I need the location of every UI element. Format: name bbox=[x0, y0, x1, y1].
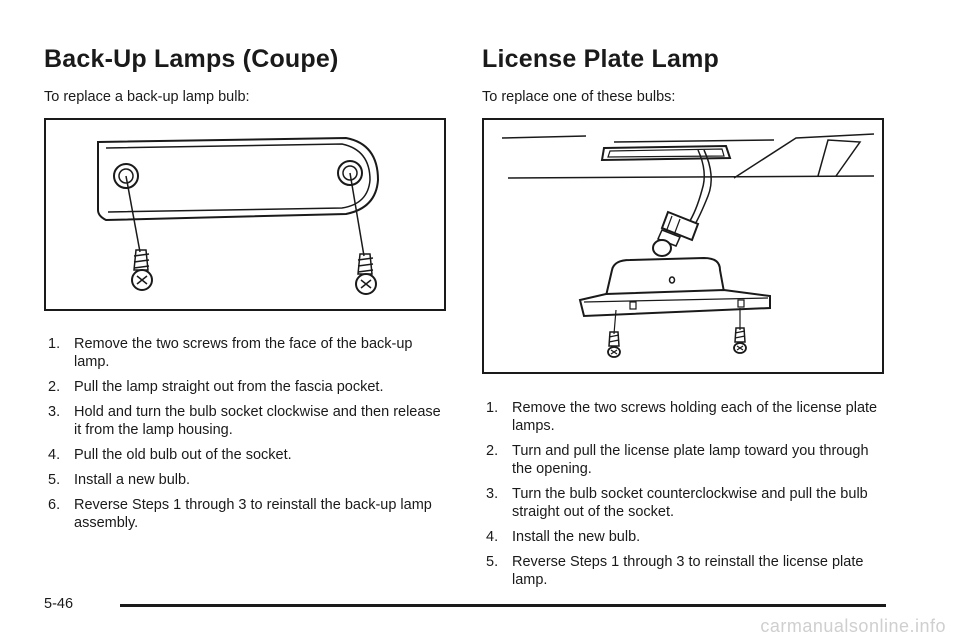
body-line bbox=[614, 140, 774, 142]
body-line bbox=[508, 176, 874, 178]
list-item: 4. Pull the old bulb out of the socket. bbox=[48, 447, 292, 463]
list-item: 5. Install a new bulb. bbox=[48, 472, 191, 488]
list-item: 3. Turn the bulb socket counterclockwise and pull the bulb straight out of the socket. bbox=[486, 486, 868, 520]
watermark: carmanualsonline.info bbox=[760, 616, 946, 636]
lamp-housing-inner bbox=[106, 144, 370, 212]
license-plate-lamp-intro: To replace one of these bulbs: bbox=[482, 89, 676, 105]
left-guide-line bbox=[126, 176, 140, 252]
backup-lamps-steps bbox=[44, 335, 446, 532]
backup-lamps-intro: To replace a back-up lamp bulb: bbox=[44, 89, 250, 105]
right-screw bbox=[356, 254, 376, 294]
list-item: 4. Install the new bulb. bbox=[486, 529, 641, 545]
footer-rule bbox=[120, 604, 886, 607]
backup-lamps-section bbox=[44, 42, 446, 539]
section-title-backup-lamps: Back-Up Lamps (Coupe) bbox=[44, 45, 339, 73]
license-plate-lamp-steps bbox=[482, 399, 884, 589]
backup-lamp-diagram bbox=[46, 120, 444, 309]
list-item: 6. Reverse Steps 1 through 3 to reinstall the back-up lamp assembly. bbox=[48, 497, 432, 531]
backup-lamp-illustration bbox=[44, 118, 446, 311]
right-screw bbox=[734, 328, 746, 353]
list-item: 1. Remove the two screws holding each of the license plate lamps. bbox=[486, 400, 878, 434]
body-line bbox=[502, 136, 586, 138]
wire bbox=[688, 150, 704, 224]
list-item: 3. Hold and turn the bulb socket clockwise and then release it from the lamp housing. bbox=[48, 404, 441, 438]
right-guide-line bbox=[350, 173, 364, 256]
lamp-opening bbox=[602, 146, 730, 160]
list-item: 5. Reverse Steps 1 through 3 to reinstall the license plate lamp. bbox=[486, 554, 864, 588]
section-title-license-plate-lamp: License Plate Lamp bbox=[482, 45, 720, 73]
left-screw bbox=[608, 332, 620, 357]
list-item: 2. Pull the lamp straight out from the fascia pocket. bbox=[48, 379, 384, 395]
license-plate-lamp-section bbox=[482, 42, 884, 596]
page-number: 5-46 bbox=[44, 596, 74, 612]
list-item: 2. Turn and pull the license plate lamp toward you through the opening. bbox=[486, 443, 869, 477]
fascia-line bbox=[818, 140, 860, 176]
license-plate-lamp-illustration bbox=[482, 118, 884, 374]
license-plate-lamp-diagram bbox=[484, 120, 882, 372]
list-item: 1. Remove the two screws from the face of the back-up lamp. bbox=[48, 336, 413, 370]
lamp-housing bbox=[580, 258, 770, 316]
left-screw bbox=[132, 250, 152, 290]
